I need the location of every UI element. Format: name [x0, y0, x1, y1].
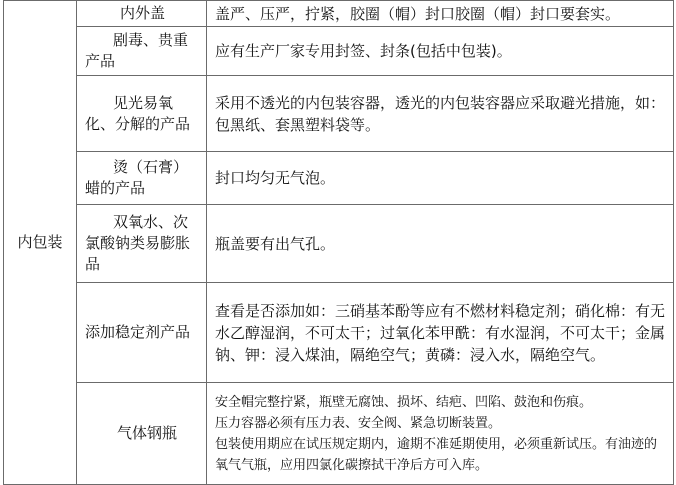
item-cell: 见光易氧化、分解的产品 — [77, 76, 207, 152]
packaging-requirements-table — [3, 0, 674, 485]
table-row — [4, 152, 674, 205]
item-cell: 添加稳定剂产品 — [77, 283, 207, 383]
table-row — [4, 1, 674, 27]
requirement-cell: 封口均匀无气泡。 — [207, 152, 674, 205]
table-row — [4, 205, 674, 283]
requirement-line: 压力容器必须有压力表、安全阀、紧急切断装置。 — [215, 415, 502, 431]
requirement-cell: 查看是否添加如：三硝基苯酚等应有不燃材料稳定剂；硝化棉：有无水乙醇湿润，不可太干；过氧化苯甲酰：有水湿润，不可太干；金属钠、钾：浸入煤油，隔绝空气；黄磷：浸入水，隔绝空气。 — [207, 283, 674, 383]
item-cell: 气体钢瓶 — [77, 383, 207, 485]
requirement-line: 安全帽完整拧紧，瓶壁无腐蚀、损坏、结疤、凹陷、鼓泡和伤痕。 — [215, 394, 593, 410]
requirement-cell: 瓶盖要有出气孔。 — [207, 205, 674, 283]
requirement-line: 包装使用期应在试压规定期内，逾期不准延期使用，必须重新试压。有油迹的氧气气瓶，应用四氯化碳擦拭干净后方可入库。 — [215, 436, 658, 473]
requirement-cell: 盖严、压严，拧紧，胶圈（帽）封口胶圈（帽）封口要套实。 — [207, 1, 674, 27]
requirement-cell: 采用不透光的内包装容器，透光的内包装容器应采取避光措施，如：包黑纸、套黑塑料袋等。 — [207, 76, 674, 152]
item-cell: 内外盖 — [77, 1, 207, 27]
requirement-cell: 应有生产厂家专用封签、封条(包括中包装)。 — [207, 27, 674, 76]
item-cell: 烫（石膏）蜡的产品 — [77, 152, 207, 205]
item-cell: 双氧水、次氯酸钠类易膨胀品 — [77, 205, 207, 283]
table-row — [4, 383, 674, 485]
table-row — [4, 27, 674, 76]
category-cell: 内包装 — [4, 1, 77, 485]
item-cell: 剧毒、贵重产品 — [77, 27, 207, 76]
table-row — [4, 76, 674, 152]
requirement-cell — [207, 383, 674, 485]
table-row — [4, 283, 674, 383]
